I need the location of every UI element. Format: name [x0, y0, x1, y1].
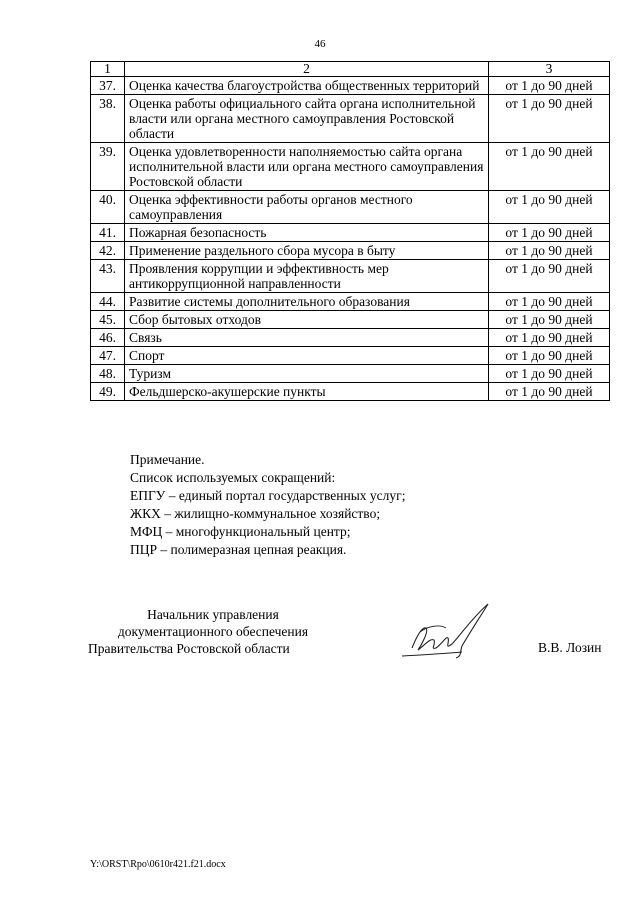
row-term: от 1 до 90 дней	[489, 95, 610, 143]
table-row	[91, 383, 610, 401]
row-term: от 1 до 90 дней	[489, 260, 610, 293]
table-row	[91, 329, 610, 347]
row-number: 39.	[91, 143, 125, 191]
row-term: от 1 до 90 дней	[489, 242, 610, 260]
table-row	[91, 242, 610, 260]
row-term: от 1 до 90 дней	[489, 365, 610, 383]
row-name: Оценка работы официального сайта органа исполнительной власти или органа местного самоуправления Ростовской области	[125, 95, 489, 143]
row-term: от 1 до 90 дней	[489, 143, 610, 191]
row-term: от 1 до 90 дней	[489, 77, 610, 95]
row-term: от 1 до 90 дней	[489, 347, 610, 365]
table-row	[91, 260, 610, 293]
table-row	[91, 365, 610, 383]
row-name: Оценка эффективности работы органов местного самоуправления	[125, 191, 489, 224]
footer-file-path: Y:\ORST\Rpo\0610r421.f21.docx	[90, 859, 226, 870]
note-block	[130, 451, 405, 559]
table-row	[91, 77, 610, 95]
row-name: Проявления коррупции и эффективность мер антикоррупционной направленности	[125, 260, 489, 293]
table-row	[91, 95, 610, 143]
signer-line-1: Начальник управления	[147, 607, 279, 622]
header-col-3: 3	[489, 62, 610, 77]
handwritten-signature	[400, 598, 500, 668]
table-row	[91, 191, 610, 224]
row-number: 38.	[91, 95, 125, 143]
signer-line-2: документационного обеспечения	[117, 624, 309, 639]
header-col-1: 1	[91, 62, 125, 77]
table-header-row	[91, 62, 610, 77]
row-number: 43.	[91, 260, 125, 293]
row-number: 40.	[91, 191, 125, 224]
row-name: Оценка качества благоустройства общественных территорий	[125, 77, 489, 95]
row-number: 47.	[91, 347, 125, 365]
row-name: Фельдшерско-акушерские пункты	[125, 383, 489, 401]
note-item: ЕПГУ – единый портал государственных услуг;	[130, 488, 406, 503]
row-term: от 1 до 90 дней	[489, 293, 610, 311]
row-name: Туризм	[125, 365, 489, 383]
note-item: ЖКХ – жилищно-коммунальное хозяйство;	[130, 506, 381, 521]
row-name: Сбор бытовых отходов	[125, 311, 489, 329]
table-row	[91, 143, 610, 191]
row-number: 46.	[91, 329, 125, 347]
note-intro: Список используемых сокращений:	[130, 470, 336, 485]
row-term: от 1 до 90 дней	[489, 311, 610, 329]
row-term: от 1 до 90 дней	[489, 329, 610, 347]
row-number: 48.	[91, 365, 125, 383]
row-term: от 1 до 90 дней	[489, 224, 610, 242]
table-row	[91, 224, 610, 242]
table-row	[91, 347, 610, 365]
row-number: 42.	[91, 242, 125, 260]
table-row	[91, 311, 610, 329]
row-term: от 1 до 90 дней	[489, 383, 610, 401]
signer-title-block	[88, 606, 338, 657]
note-item: ПЦР – полимеразная цепная реакция.	[130, 542, 347, 557]
header-col-2: 2	[125, 62, 489, 77]
row-number: 49.	[91, 383, 125, 401]
row-number: 44.	[91, 293, 125, 311]
row-name: Применение раздельного сбора мусора в быту	[125, 242, 489, 260]
signer-line-3: Правительства Ростовской области	[88, 641, 290, 656]
row-name: Пожарная безопасность	[125, 224, 489, 242]
document-table	[90, 61, 610, 401]
note-item: МФЦ – многофункциональный центр;	[130, 524, 351, 539]
row-number: 45.	[91, 311, 125, 329]
note-title: Примечание.	[130, 452, 205, 467]
row-name: Развитие системы дополнительного образования	[125, 293, 489, 311]
page-number: 46	[314, 38, 326, 50]
table-row	[91, 293, 610, 311]
row-name: Связь	[125, 329, 489, 347]
row-name: Оценка удовлетворенности наполняемостью сайта органа исполнительной власти или органа местного самоуправления Ростовской области	[125, 143, 489, 191]
row-number: 41.	[91, 224, 125, 242]
row-number: 37.	[91, 77, 125, 95]
signer-name: В.В. Лозин	[538, 640, 602, 655]
row-name: Спорт	[125, 347, 489, 365]
row-term: от 1 до 90 дней	[489, 191, 610, 224]
